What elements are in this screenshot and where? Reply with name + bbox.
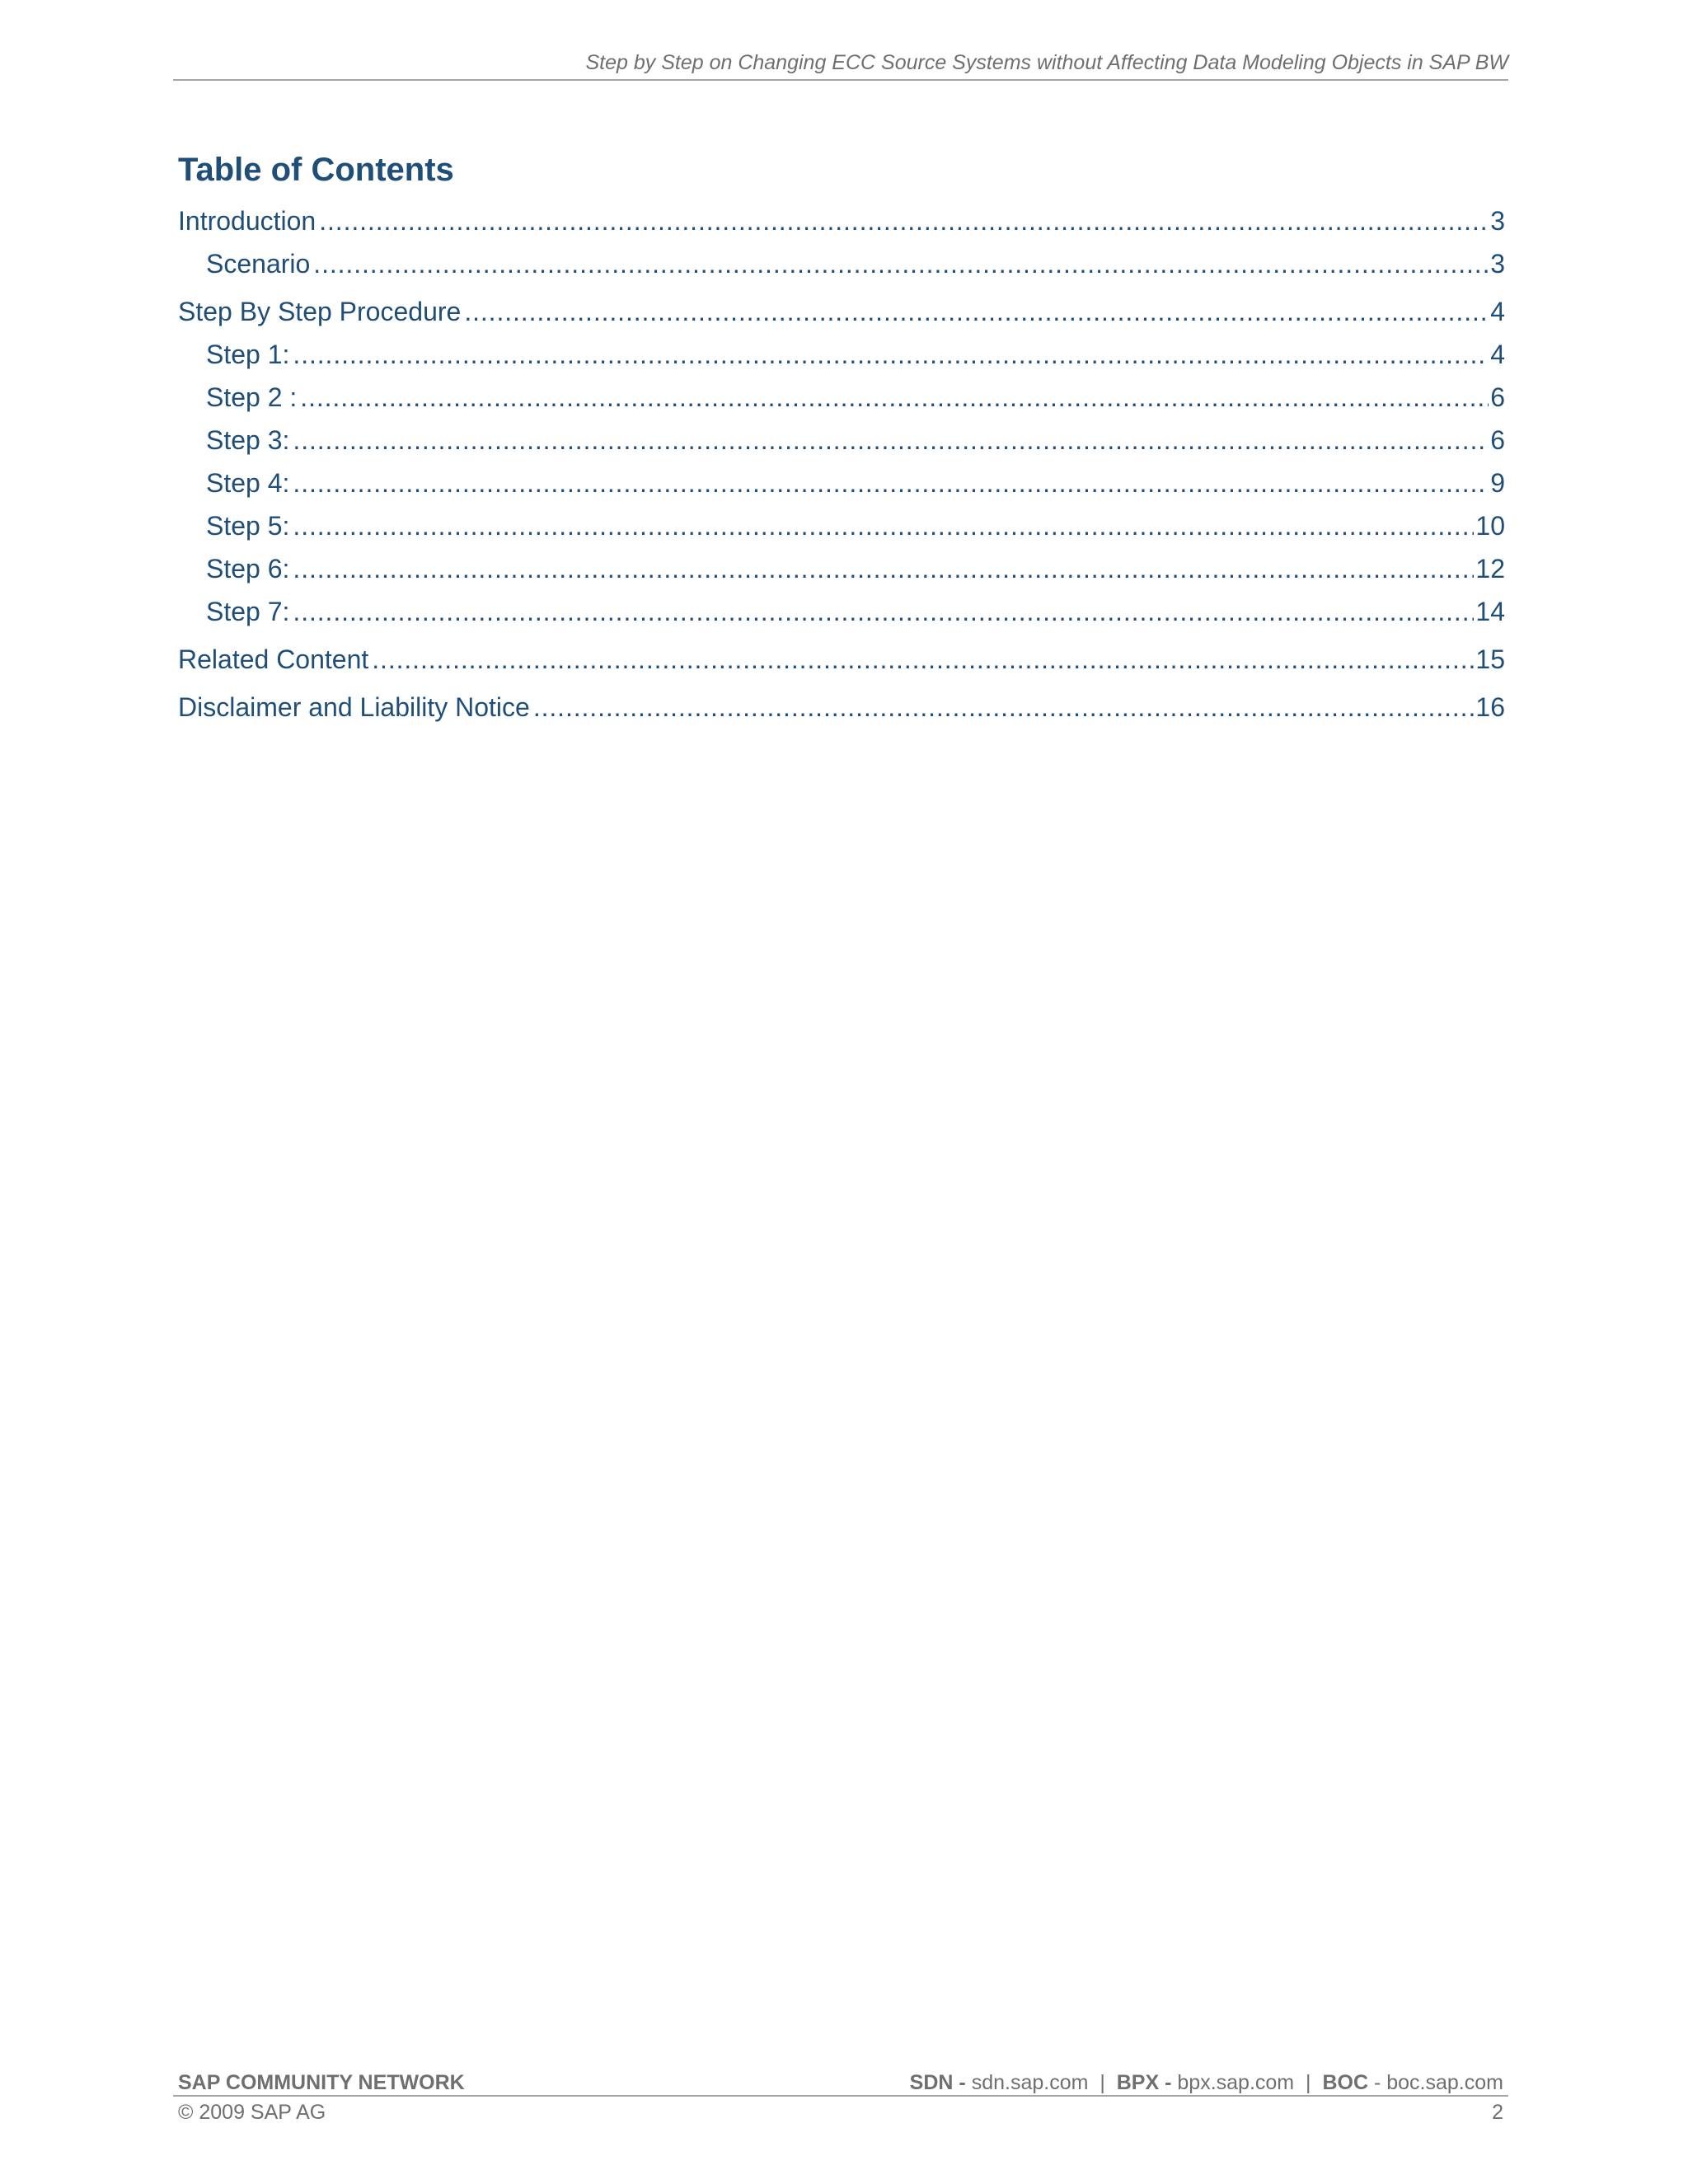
toc-entry-row [178, 290, 1505, 333]
page-number: 2 [1492, 2101, 1503, 2124]
bpx-label: BPX - [1116, 2071, 1172, 2094]
boc-dash: - [1373, 2071, 1381, 2094]
toc-entry[interactable] [178, 462, 1505, 504]
toc-entry-label[interactable]: Disclaimer and Liability Notice [178, 692, 530, 722]
toc-entry-label[interactable]: Step 3: [206, 425, 290, 455]
toc-entry[interactable] [178, 199, 1505, 242]
sdn-link[interactable]: sdn.sap.com [971, 2071, 1089, 2094]
toc-dot-leader [300, 376, 1489, 419]
boc-label: BOC [1322, 2071, 1369, 2094]
toc-entry[interactable] [178, 590, 1505, 633]
toc-entry-page[interactable]: 12 [1475, 554, 1505, 583]
toc-entry-row [206, 590, 1505, 633]
toc-entry-row [178, 638, 1505, 681]
toc-entry[interactable] [178, 504, 1505, 547]
toc-entry-row [206, 504, 1505, 547]
toc-entry-row [206, 376, 1505, 419]
toc-dot-leader [372, 638, 1474, 681]
sdn-label: SDN - [909, 2071, 966, 2094]
toc-entry-label[interactable]: Introduction [178, 206, 316, 236]
toc-entry-label[interactable]: Step 7: [206, 597, 290, 626]
toc-dot-leader [319, 199, 1489, 242]
toc-entry-row [206, 462, 1505, 504]
toc-entry-row [206, 242, 1505, 285]
table-of-contents [178, 199, 1505, 729]
toc-entry-label[interactable]: Step 1: [206, 340, 290, 369]
bpx-link[interactable]: bpx.sap.com [1177, 2071, 1295, 2094]
toc-entry[interactable] [178, 290, 1505, 333]
toc-entry-page[interactable]: 4 [1490, 297, 1505, 326]
toc-dot-leader [533, 686, 1475, 729]
copyright: © 2009 SAP AG [178, 2101, 326, 2124]
toc-dot-leader [293, 462, 1489, 504]
toc-dot-leader [293, 333, 1489, 376]
toc-entry-label[interactable]: Scenario [206, 249, 311, 279]
toc-dot-leader [293, 547, 1474, 590]
toc-entry-label[interactable]: Related Content [178, 644, 369, 674]
toc-entry-row [178, 199, 1505, 242]
toc-entry-page[interactable]: 3 [1490, 249, 1505, 279]
page-header [173, 46, 1508, 81]
footer-separator: | [1306, 2071, 1311, 2094]
toc-entry-page[interactable]: 14 [1475, 597, 1505, 626]
toc-entry-page[interactable]: 4 [1490, 340, 1505, 369]
toc-entry-row [206, 547, 1505, 590]
toc-entry-page[interactable]: 15 [1475, 644, 1505, 674]
page-footer [173, 2067, 1508, 2126]
toc-entry[interactable] [178, 419, 1505, 462]
toc-entry[interactable] [178, 376, 1505, 419]
toc-entry-row [178, 686, 1505, 729]
toc-dot-leader [313, 242, 1489, 285]
toc-dot-leader [293, 590, 1474, 633]
toc-entry[interactable] [178, 686, 1505, 729]
footer-separator: | [1100, 2071, 1105, 2094]
toc-entry-page[interactable]: 6 [1490, 382, 1505, 412]
toc-entry-row [206, 419, 1505, 462]
toc-entry-page[interactable]: 6 [1490, 425, 1505, 455]
toc-title: Table of Contents [178, 152, 454, 188]
footer-network-name: SAP COMMUNITY NETWORK [178, 2071, 465, 2094]
toc-entry-row [206, 333, 1505, 376]
toc-entry-label[interactable]: Step 6: [206, 554, 290, 583]
toc-entry-label[interactable]: Step 2 : [206, 382, 298, 412]
toc-entry-label[interactable]: Step 4: [206, 468, 290, 498]
footer-top-row [173, 2067, 1508, 2097]
toc-entry[interactable] [178, 638, 1505, 681]
boc-link[interactable]: boc.sap.com [1386, 2071, 1503, 2094]
toc-entry-page[interactable]: 3 [1490, 206, 1505, 236]
toc-entry-page[interactable]: 16 [1475, 692, 1505, 722]
running-title: Step by Step on Changing ECC Source Systems without Affecting Data Modeling Objects in SAP BW [585, 51, 1508, 74]
toc-dot-leader [293, 504, 1474, 547]
toc-dot-leader [464, 290, 1489, 333]
toc-entry[interactable] [178, 547, 1505, 590]
toc-entry-page[interactable]: 10 [1475, 511, 1505, 541]
toc-dot-leader [293, 419, 1489, 462]
footer-bottom-row [173, 2097, 1508, 2126]
toc-entry[interactable] [178, 333, 1505, 376]
toc-entry-label[interactable]: Step 5: [206, 511, 290, 541]
toc-entry-label[interactable]: Step By Step Procedure [178, 297, 462, 326]
footer-links [910, 2071, 1503, 2095]
toc-entry-page[interactable]: 9 [1490, 468, 1505, 498]
toc-entry[interactable] [178, 242, 1505, 285]
